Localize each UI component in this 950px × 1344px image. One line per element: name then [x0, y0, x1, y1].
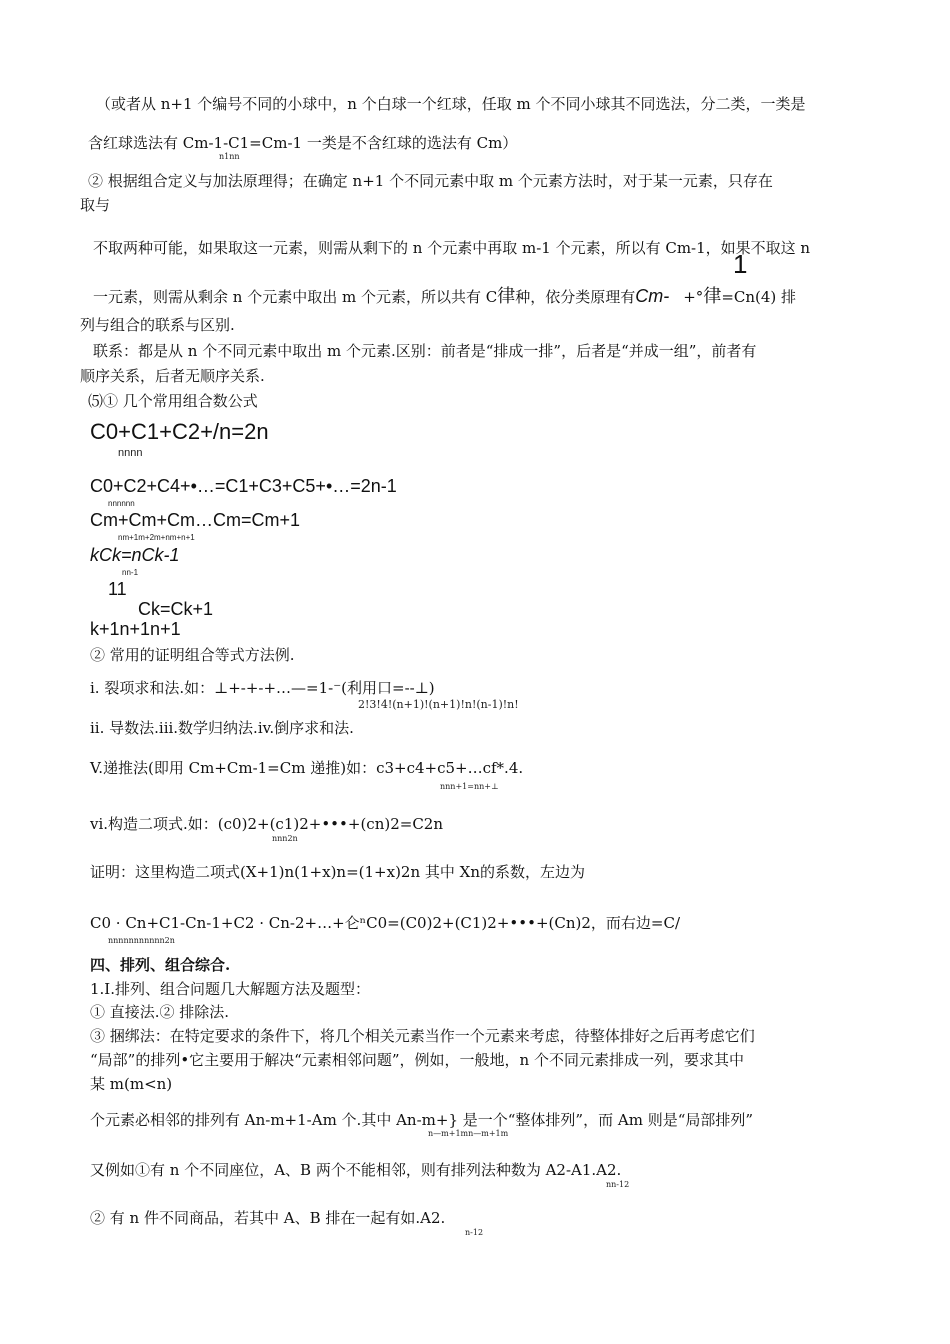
large-glyph: 律 [703, 286, 722, 307]
subscript-row: n-12 [465, 1228, 484, 1237]
paragraph-line: ③ 捆绑法：在特定要求的条件下，将几个相关元素当作一个元素来考虑，待整体排好之后再考虑它们 [90, 1027, 755, 1045]
text-run: +° [683, 288, 704, 306]
paragraph-line: 不取两种可能，如果取这一元素，则需从剩下的 n 个元素中再取 m-1 个元素，所以有 Cm-1，如果不取这 n [93, 239, 811, 257]
subscript-row: nnnnnnnnnnn2n [108, 936, 175, 945]
subscript-row: 2!3!4!(n+1)!(n+1)!n!(n-1)!n! [358, 698, 519, 711]
text-run: 一元素，则需从剩余 n 个元素中取出 m 个元素，所以共有 C [93, 288, 498, 306]
paragraph-line: ② 常用的证明组合等式方法例. [90, 646, 295, 664]
paragraph-line [93, 284, 796, 309]
formula: 11 [108, 579, 127, 599]
paragraph-line: （或者从 n+1 个编号不同的小球中，n 个白球一个红球，任取 m 个不同小球其不同选法，分二类，一类是 [96, 95, 806, 113]
paragraph-line: 证明：这里构造二项式(X+1)n(1+x)n=(1+x)2n 其中 Xn的系数，左边为 [90, 863, 586, 881]
formula: Ck=Ck+1 [138, 599, 214, 619]
section-heading: 四、排列、组合综合. [90, 956, 231, 974]
formula: C0+C1+C2+/n=2n [90, 419, 269, 444]
formula: k+1n+1n+1 [90, 619, 181, 639]
paragraph-line: 1.I.排列、组合问题几大解题方法及题型： [90, 980, 371, 998]
paragraph-line: ① 直接法.② 排除法. [90, 1003, 230, 1021]
section-heading: ⑸① 几个常用组合数公式 [88, 392, 258, 410]
formula: kCk=nCk-1 [90, 545, 180, 565]
paragraph-line: ② 根据组合定义与加法原理得；在确定 n+1 个不同元素中取 m 个元素方法时，对于某一元素，只存在 [88, 172, 773, 190]
large-glyph: 1 [733, 249, 748, 279]
subscript-row: nnnn [118, 447, 143, 459]
paragraph-line: 联系：都是从 n 个不同元素中取出 m 个元素.区别：前者是“排成一排”，后者是“并成一组”，前者有 [93, 342, 757, 360]
paragraph-line: 取与 [80, 196, 111, 214]
subscript-row: nnn+1=nn+⊥ [440, 782, 499, 791]
formula: C0+C2+C4+•…=C1+C3+C5+•…=2n-1 [90, 476, 397, 496]
paragraph-line: ② 有 n 件不同商品，若其中 A、B 排在一起有如.A2. [90, 1209, 446, 1227]
subscript-row: n—m+1mn—m+1m [428, 1129, 509, 1138]
paragraph-line: “局部”的排列•它主要用于解决“元素相邻问题”，例如，一般地，n 个不同元素排成一列，要求其中 [90, 1051, 744, 1069]
large-glyph: 律 [497, 286, 516, 307]
subscript-row: nm+1m+2m+nm+n+1 [118, 533, 195, 542]
paragraph-line: 个元素必相邻的排列有 An-m+1-Am 个.其中 An-m+} 是一个“整体排列”，而 Am 则是“局部排列” [90, 1111, 754, 1129]
paragraph-line: C0 · Cn+C1-Cn-1+C2 · Cn-2+…+仑ⁿC0=(C0)2+(C1)2+•••+(Cn)2，而右边=C/ [90, 914, 680, 932]
paragraph-line: 又例如①有 n 个不同座位，A、B 两个不能相邻，则有排列法种数为 A2-A1.A2. [90, 1161, 622, 1179]
subscript-row: nn-12 [606, 1180, 630, 1189]
paragraph-line: 某 m(m<n) [90, 1075, 173, 1093]
paragraph-line: V.递推法(即用 Cm+Cm-1=Cm 递推)如：c3+c4+c5+…cf*.4. [90, 759, 524, 777]
text-run: =Cn(4) 排 [721, 288, 797, 306]
subscript-row: nnn2n [272, 834, 298, 843]
subscript-row: nnnnnn [108, 499, 135, 508]
paragraph-line: ii. 导数法.iii.数学归纳法.iv.倒序求和法. [90, 719, 354, 737]
subscript-row: n1nn [219, 152, 240, 161]
paragraph-line: 列与组合的联系与区别. [80, 316, 235, 334]
subscript-row: nn-1 [122, 568, 139, 577]
formula: Cm+Cm+Cm…Cm=Cm+1 [90, 510, 301, 530]
math-run: Cm- [635, 286, 670, 306]
paragraph-line: vi.构造二项式.如：(c0)2+(c1)2+•••+(cn)2=C2n [90, 815, 443, 833]
paragraph-line: 含红球选法有 Cm-1-C1=Cm-1 一类是不含红球的选法有 Cm） [88, 134, 518, 152]
paragraph-line: 顺序关系，后者无顺序关系. [80, 367, 265, 385]
paragraph-line: i. 裂项求和法.如：⊥+-+-+…—=1-⁻(利用口=--⊥) [90, 679, 435, 697]
text-run: 种，依分类原理有 [515, 288, 636, 306]
